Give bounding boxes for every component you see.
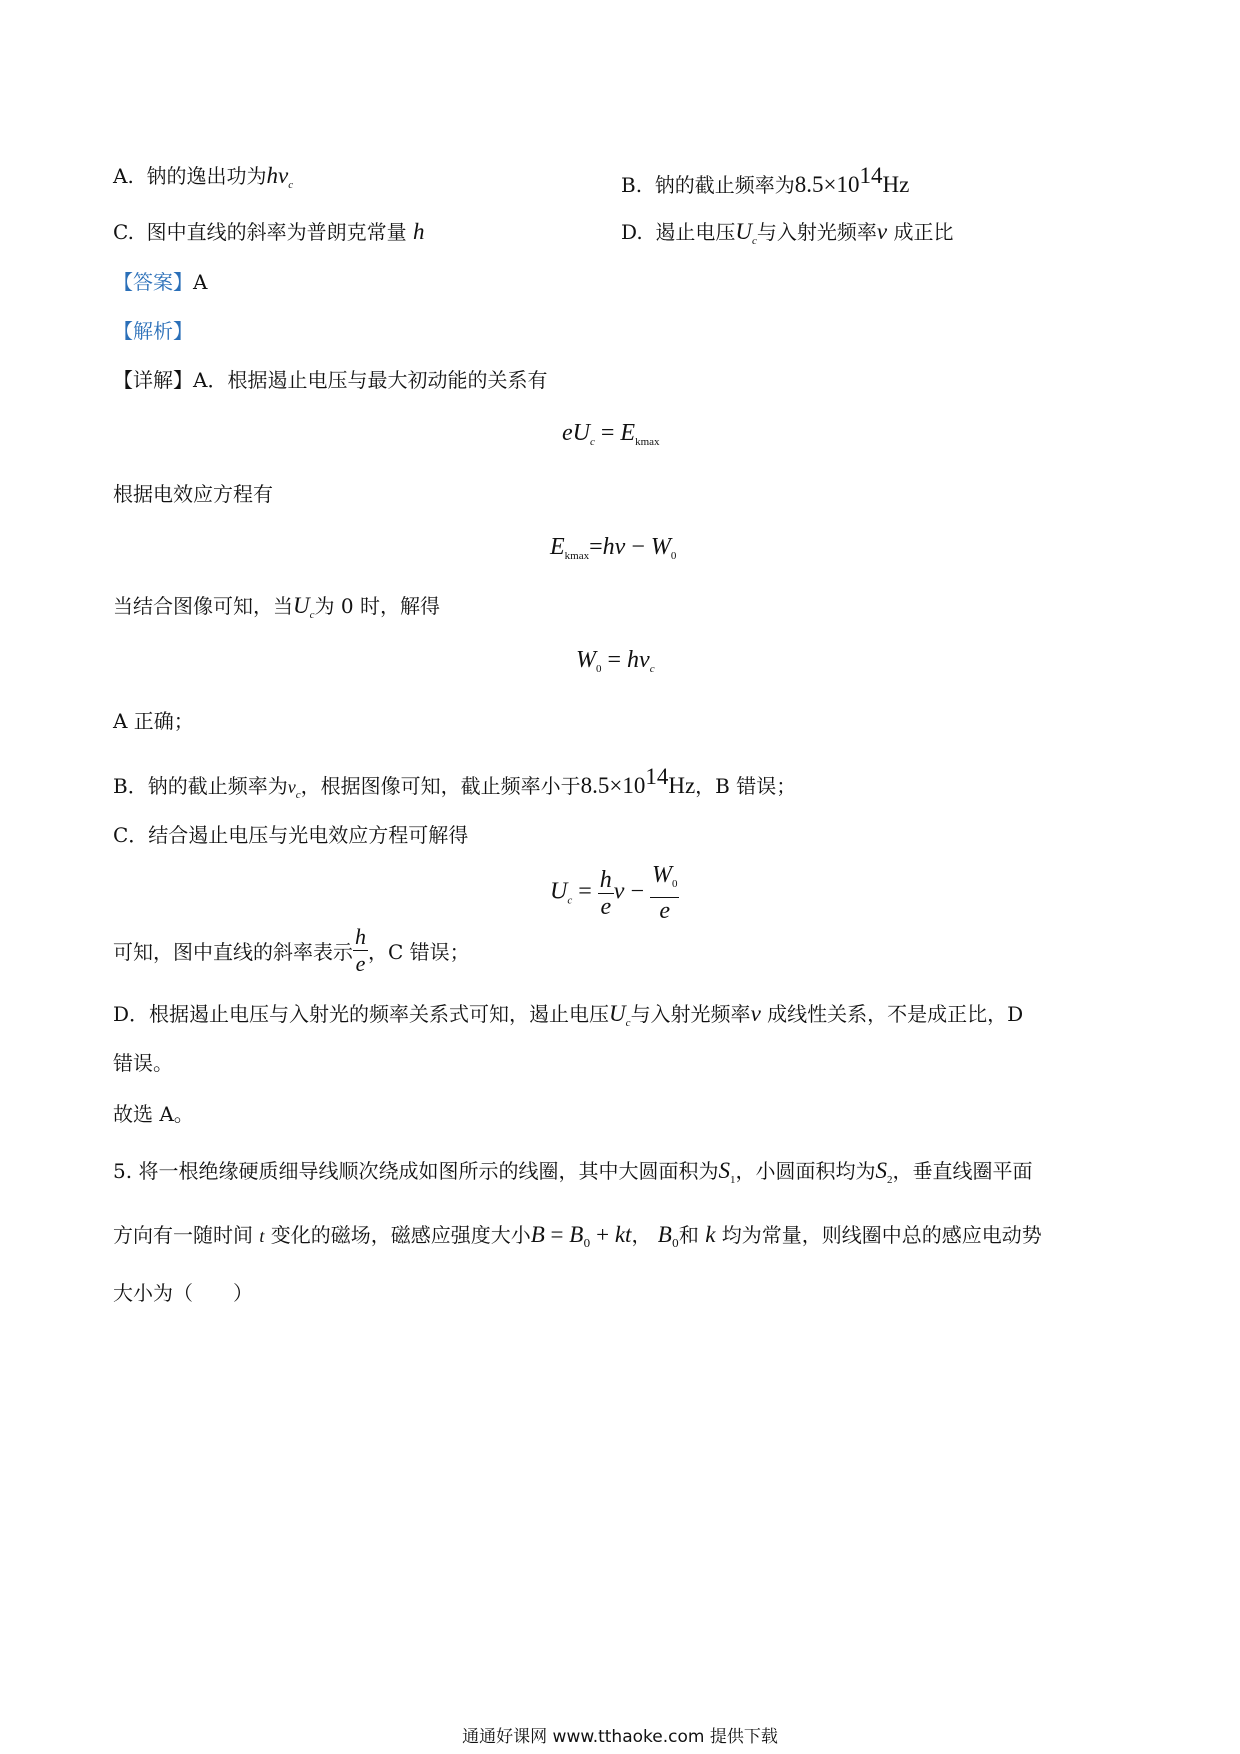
equation-uc: $U_c$ = $\frac{h}{e}$ ν − $\frac{W_0}{e}$ [550, 862, 678, 924]
answer-bracket: 【答案】 [113, 270, 193, 294]
answer-line [113, 268, 207, 296]
final-choice: 故选 A。 [113, 1102, 194, 1126]
detail-c-intro: C．结合遏止电压与光电效应方程可解得 [113, 823, 469, 847]
footer-credit: 通通好课网 www.tthaoke.com 提供下载 [462, 1727, 778, 1747]
detail-d-cont: 错误。 [113, 1051, 173, 1075]
option-a: A. 钠的逸出功为$h\nu_c$ [113, 163, 294, 191]
option-c: C. 图中直线的斜率为普朗克常量 h [113, 219, 425, 244]
option-d: D. 遏止电压$U_c$与入射光频率ν 成正比 [621, 219, 954, 247]
question5-line2: 方向有一随时间 t 变化的磁场，磁感应强度大小$B = B_0$ + kt， $B_0$和 k 均为常量，则线圈中总的感应电动势 [113, 1222, 1042, 1250]
answer-value: A [193, 270, 208, 294]
photoelectric-intro: 根据电效应方程有 [113, 482, 273, 506]
question5-line3: 大小为（ ） [113, 1281, 253, 1305]
equation-w0: $W_0 = h\nu_c$ [576, 647, 655, 675]
analysis-heading: 【解析】 [113, 319, 193, 343]
combine-line: 当结合图像可知，当$U_c$为 0 时，解得 [113, 593, 440, 621]
option-b: B. 钠的截止频率为$8.5\times 10^{14}Hz$ [621, 163, 910, 197]
detail-b: B．钠的截止频率为$\nu_c$，根据图像可知，截止频率小于$8.5\times 10^{14}Hz$，B 错误； [113, 764, 797, 801]
equation-euc: $eU_c = E_{kmax}$ [562, 420, 660, 448]
equation-ekmax: $E_{kmax}=h\nu - W_0$ [550, 534, 677, 562]
detail-d: D．根据遏止电压与入射光的频率关系式可知，遏止电压$U_c$与入射光频率ν 成线性关系，不是成正比，D [113, 1001, 1024, 1029]
detail-a-intro: 【详解】A．根据遏止电压与最大初动能的关系有 [113, 368, 548, 392]
detail-c-slope: 可知，图中直线的斜率表示 $\frac{h}{e}$ ，C 错误； [113, 924, 470, 976]
a-conclusion: A 正确； [113, 709, 194, 733]
question5-line1: 5. 将一根绝缘硬质细导线顺次绕成如图所示的线圈，其中大圆面积为$S_1$，小圆面积均为$S_2$，垂直线圈平面 [113, 1158, 1033, 1186]
